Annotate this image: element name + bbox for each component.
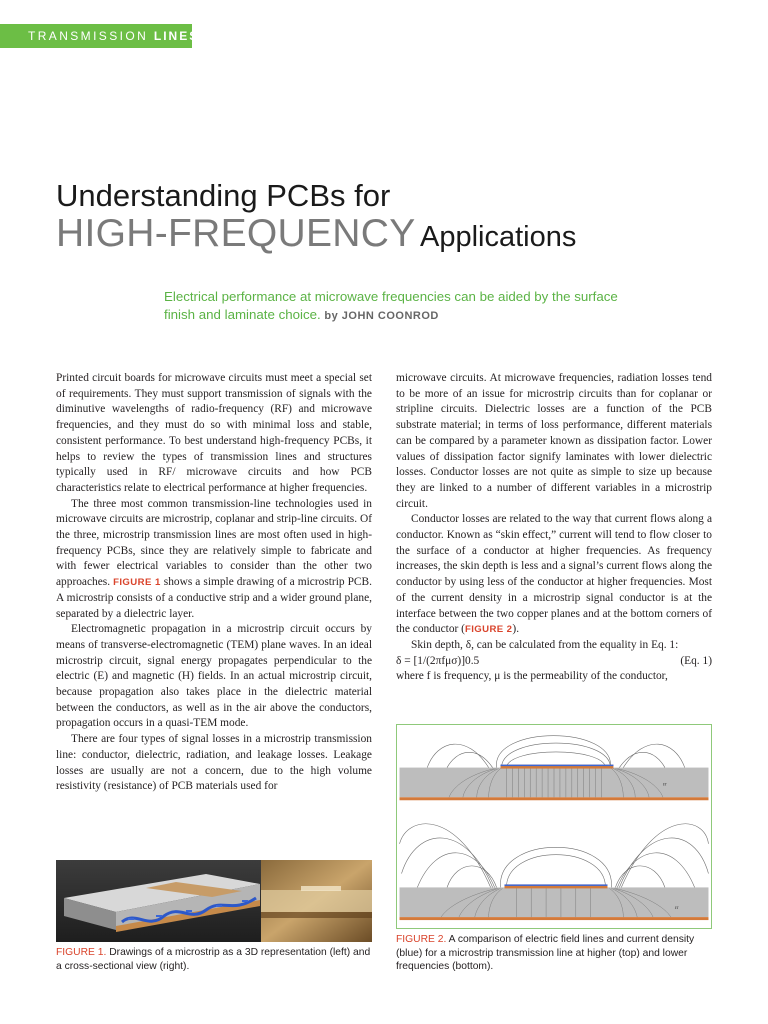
figure2-caption-label: FIGURE 2. bbox=[396, 934, 447, 945]
section-tag bbox=[0, 24, 200, 48]
paragraph-text: shows a simple drawing of a microstrip PCB. A microstrip consists of a conductive strip and a wider ground plane, separated by a dielectric layer. bbox=[56, 576, 372, 620]
paragraph: Printed circuit boards for microwave circuits must meet a special set of requirements. They must support transmission of signals with the diminutive wavelengths of radio-frequency (RF) and microwave frequencies, and they must do so with minimal loss and stable, consistent performance. To best understand high-frequency PCBs, it helps to review the types of transmission lines and structures typically used in RF/ microwave circuits and how PCB characteristics relate to electrical performance at higher frequencies. bbox=[56, 372, 372, 494]
figure2-bottom-field-lines bbox=[400, 824, 709, 888]
figure1-caption bbox=[56, 946, 372, 973]
equation-label: (Eq. 1) bbox=[680, 654, 712, 667]
figure1-caption-label: FIGURE 1. bbox=[56, 947, 107, 958]
paragraph-text: The three most common transmission-line technologies used in microwave circuits are microstrip, coplanar and strip-line circuits. Of the three, microstrip transmission lines are most often used in high-frequency PCBs, since they are relatively simple to fabricate and with fewer electrical variables to consider than the other two approaches. bbox=[56, 497, 372, 589]
paragraph bbox=[56, 497, 372, 623]
paragraph: microwave circuits. At microwave frequencies, radiation losses tend to be more of an issue for microstrip circuits than for coplanar or stripline circuits. Dielectric losses are a function of the PCB substrate material; in terms of loss performance, different materials can be compared by a parameter known as dissipation factor. Lower values of dissipation factor signify laminates with lower dielectric losses. Conductor losses are not quite as simple to size up because they are linked to a number of different variables in a microstrip circuit. bbox=[396, 372, 712, 510]
paragraph: Electromagnetic propagation in a microstrip circuit occurs by means of transverse-electromagnetic (TEM) plane waves. In an ideal microstrip circuit, signal energy propagates perpendicular to the electric (E) and magnetic (H) fields. In an actual microstrip circuit, because propagation also takes place in the dielectric material between the conductors, as well as in the air above the conductors, propagation occurs in a quasi-TEM mode. bbox=[56, 623, 372, 730]
article-title-tail: Applications bbox=[420, 221, 577, 253]
figure2-caption bbox=[396, 933, 716, 974]
figure2-er-top: εr bbox=[662, 782, 667, 788]
article-deck bbox=[164, 288, 644, 325]
figure2-image bbox=[396, 724, 712, 929]
section-tag-light: TRANSMISSION bbox=[28, 29, 149, 43]
paragraph: where f is frequency, μ is the permeability of the conductor, bbox=[396, 670, 668, 683]
byline: by JOHN COONROD bbox=[324, 310, 439, 322]
paragraph-text: ). bbox=[512, 623, 520, 636]
body-column-right bbox=[396, 371, 712, 685]
paragraph bbox=[396, 512, 712, 638]
figure1-caption-text: Drawings of a microstrip as a 3D representation (left) and a cross-sectional view (right). bbox=[56, 947, 371, 972]
figure2-bottom-current bbox=[504, 884, 607, 885]
paragraph-text: Conductor losses are related to the way that current flows along a conductor. Known as “skin effect,” current will tend to flow closer to the surface of a conductor at higher frequencies. As frequency increases, the skin depth is less and a signal’s current flows along the conductor by using less of the conductor at higher frequencies. Most of the current density in a microstrip signal conductor is at the interface between the two copper planes and at the bottom corners of the conductor ( bbox=[396, 513, 712, 636]
figure2-bottom-panel bbox=[400, 824, 709, 920]
deck-text: Electrical performance at microwave frequencies can be aided by the surface finish and laminate choice. bbox=[164, 289, 618, 322]
equation-formula: δ = [1/(2πfμσ)]0.5 bbox=[396, 654, 480, 667]
article-title-line2 bbox=[56, 212, 576, 256]
figure1-image bbox=[56, 860, 372, 942]
figure1-reference: FIGURE 1 bbox=[113, 577, 161, 589]
figure2-top-panel bbox=[400, 736, 709, 801]
figure2-top-current bbox=[501, 765, 614, 766]
article-title-highlight: HIGH-FREQUENCY bbox=[56, 212, 416, 255]
article-title-line1: Understanding PCBs for bbox=[56, 178, 391, 213]
paragraph: Skin depth, δ, can be calculated from the equality in Eq. 1: bbox=[411, 638, 679, 651]
figure2-er-bottom: εr bbox=[674, 906, 679, 912]
equation-1 bbox=[396, 654, 712, 670]
section-tag-bold: LINES bbox=[153, 29, 200, 43]
body-column-left bbox=[56, 371, 372, 795]
figure2-reference: FIGURE 2 bbox=[464, 624, 513, 636]
figure2-caption-text: A comparison of electric field lines and current density (blue) for a microstrip transmission line at higher (top) and lower frequencies (bottom). bbox=[396, 934, 695, 972]
paragraph: There are four types of signal losses in a microstrip transmission line: conductor, dielectric, radiation, and leakage losses. Leakage losses are usually are not a concern, due to the high volume resistivity (resistance) of PCB materials used for bbox=[56, 733, 372, 793]
